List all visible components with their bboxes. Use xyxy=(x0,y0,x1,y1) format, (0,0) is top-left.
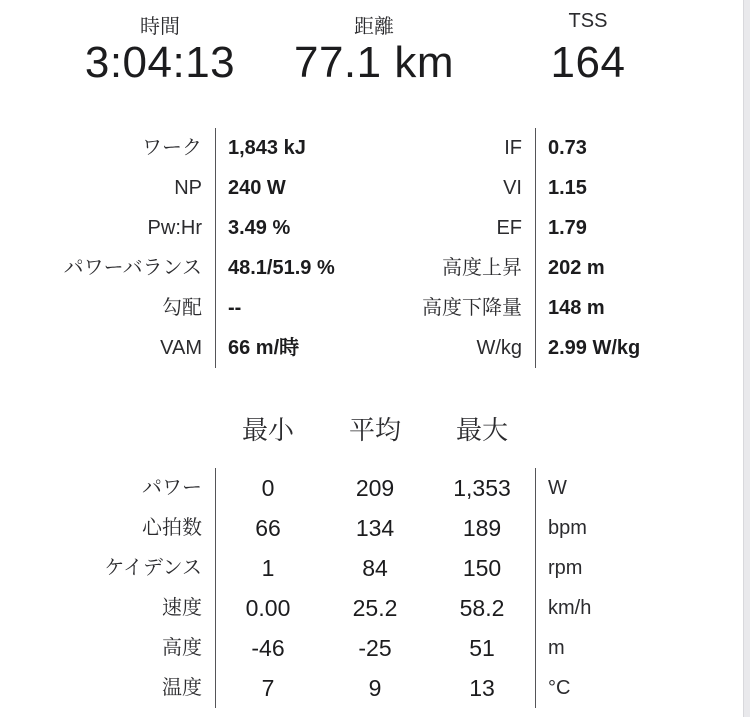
metric-label-pwhr: Pw:Hr xyxy=(147,217,202,239)
metric-label-if: IF xyxy=(504,137,522,159)
metric-label-grade: 勾配 xyxy=(162,297,202,319)
metric-value-np: 240 W xyxy=(228,177,286,199)
stats-min-elevation: -46 xyxy=(251,635,285,661)
metric-value-elevation-gain: 202 m xyxy=(548,257,605,279)
stats-label-power: パワー xyxy=(142,477,202,499)
stats-avg-heart-rate: 134 xyxy=(355,515,395,541)
tss-value: 164 xyxy=(550,38,626,87)
metric-label-elevation-loss: 高度下降量 xyxy=(422,297,522,319)
table-row xyxy=(0,628,740,668)
stats-max-speed: 58.2 xyxy=(459,595,505,621)
stats-label-elevation: 高度 xyxy=(162,637,202,659)
stats-max-heart-rate: 189 xyxy=(462,515,502,541)
stats-min-power: 0 xyxy=(261,475,275,501)
stats-unit-cadence: rpm xyxy=(548,557,583,579)
stats-label-heart-rate: 心拍数 xyxy=(142,517,202,539)
metric-value-work: 1,843 kJ xyxy=(228,137,306,159)
stats-max-temperature: 13 xyxy=(469,675,495,701)
stats-min-heart-rate: 66 xyxy=(255,515,281,541)
metric-value-vam: 66 m/時 xyxy=(228,337,300,359)
stats-min-temperature: 7 xyxy=(261,675,275,701)
metric-value-pwhr: 3.49 % xyxy=(228,217,291,239)
stats-avg-speed: 25.2 xyxy=(352,595,398,621)
stats-header-min: 最小 xyxy=(241,415,294,445)
scrollbar-track[interactable] xyxy=(743,0,750,717)
tss-label: TSS xyxy=(568,10,608,32)
stats-avg-temperature: 9 xyxy=(368,675,382,701)
stats-min-speed: 0.00 xyxy=(245,595,291,621)
metric-row xyxy=(0,128,740,168)
stats-avg-cadence: 84 xyxy=(362,555,388,581)
stats-max-power: 1,353 xyxy=(453,475,511,501)
stats-label-cadence: ケイデンス xyxy=(104,557,202,579)
metric-row xyxy=(0,208,740,248)
table-row xyxy=(0,668,740,708)
metric-value-grade: -- xyxy=(228,297,242,319)
distance-value: 77.1 km xyxy=(293,38,454,87)
stats-min-cadence: 1 xyxy=(261,555,275,581)
distance-label: 距離 xyxy=(354,16,394,38)
metric-label-vi: VI xyxy=(503,177,522,199)
metric-row xyxy=(0,288,740,328)
metric-row xyxy=(0,168,740,208)
metric-label-ef: EF xyxy=(496,217,522,239)
stats-unit-power: W xyxy=(548,477,567,499)
stats-label-temperature: 温度 xyxy=(162,677,202,699)
metric-value-if: 0.73 xyxy=(548,137,587,159)
metric-value-vi: 1.15 xyxy=(548,177,587,199)
metric-label-wkg: W/kg xyxy=(476,337,522,359)
stats-avg-elevation: -25 xyxy=(358,635,392,661)
stats-unit-temperature: °C xyxy=(548,677,571,699)
metric-value-power-balance: 48.1/51.9 % xyxy=(228,257,335,279)
stats-header-avg: 平均 xyxy=(348,415,401,445)
stats-label-speed: 速度 xyxy=(162,597,202,619)
table-row xyxy=(0,548,740,588)
stats-unit-heart-rate: bpm xyxy=(548,517,587,539)
time-value: 3:04:13 xyxy=(84,38,236,87)
metric-label-work: ワーク xyxy=(142,137,202,159)
stats-header-max: 最大 xyxy=(455,415,508,445)
table-row xyxy=(0,588,740,628)
stats-unit-speed: km/h xyxy=(548,597,592,619)
metric-label-power-balance: パワーバランス xyxy=(63,257,202,279)
stats-max-elevation: 51 xyxy=(469,635,495,661)
metric-label-vam: VAM xyxy=(160,337,202,359)
table-row xyxy=(0,508,740,548)
metric-value-elevation-loss: 148 m xyxy=(548,297,605,319)
table-row xyxy=(0,468,740,508)
stats-avg-power: 209 xyxy=(355,475,395,501)
stats-max-cadence: 150 xyxy=(462,555,502,581)
metric-label-elevation-gain: 高度上昇 xyxy=(442,257,522,279)
metric-value-ef: 1.79 xyxy=(548,217,587,239)
metric-row xyxy=(0,248,740,288)
metric-row xyxy=(0,328,740,368)
metric-value-wkg: 2.99 W/kg xyxy=(548,337,641,359)
metric-label-np: NP xyxy=(174,177,202,199)
time-label: 時間 xyxy=(140,16,180,38)
stats-unit-elevation: m xyxy=(548,637,565,659)
